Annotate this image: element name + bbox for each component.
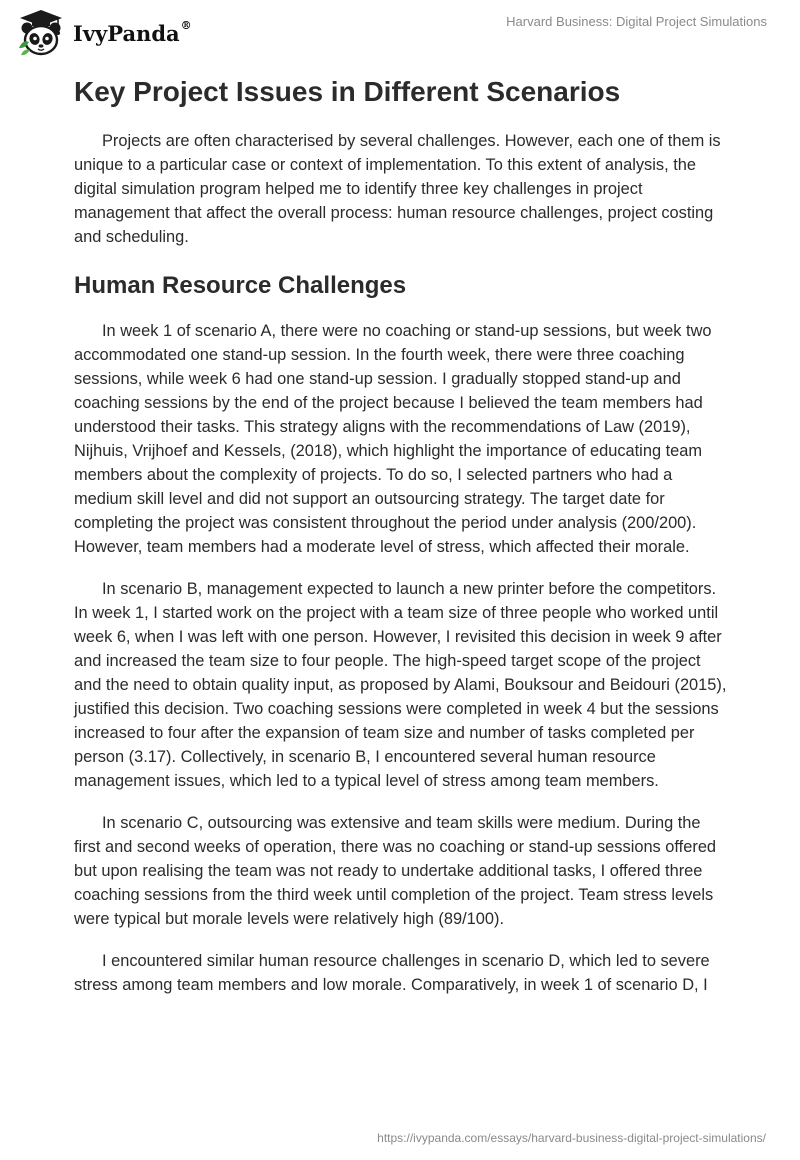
section-heading: Human Resource Challenges <box>74 272 407 299</box>
registered-mark: ® <box>180 18 192 32</box>
paragraph-scenario-d: I encountered similar human resource challenges in scenario D, which led to severe stress among team members and low morale. Comparatively, in week 1 of scenario D, I <box>74 952 710 994</box>
brand-name-text: IvyPanda <box>73 20 180 46</box>
ivypanda-logo[interactable] <box>16 8 192 58</box>
source-url-link[interactable]: https://ivypanda.com/essays/harvard-business-digital-project-simulations/ <box>377 1131 766 1145</box>
intro-paragraph: Projects are often characterised by several challenges. However, each one of them is unique to a particular case or context of implementation. To this extent of analysis, the digital simulation program helped me to identify three key challenges in project management that affect the overall process: human resource challenges, project costing and scheduling. <box>74 132 721 246</box>
paragraph-scenario-b: In scenario B, management expected to launch a new printer before the competitors. In week 1, I started work on the project with a team size of three people who worked until week 6, when I was left with one person. However, I revisited this decision in week 9 after and increased the team size to four people. The high-speed target scope of the project and the need to obtain quality input, as proposed by Alami, Bouksour and Beidouri (2015), justified this decision. Two coaching sessions were completed in week 4 but the sessions increased to four after the expansion of team size and number of tasks completed per person (3.17). Collectively, in scenario B, I encountered several human resource management issues, which led to a typical level of stress among team members. <box>74 580 727 790</box>
page-title: Key Project Issues in Different Scenarios <box>74 76 621 107</box>
article-body <box>74 70 728 997</box>
panda-graduate-icon <box>16 8 66 58</box>
brand-name <box>73 18 192 46</box>
page-header <box>0 0 800 64</box>
source-title: Harvard Business: Digital Project Simulations <box>506 14 767 29</box>
paragraph-scenario-c: In scenario C, outsourcing was extensive and team skills were medium. During the first and second weeks of operation, there was no coaching or stand-up sessions offered but upon realising the team was not ready to undertake additional tasks, I offered three coaching sessions from the third week until completion of the project. Team stress levels were typical but morale levels were relatively high (89/100). <box>74 814 717 928</box>
paragraph-scenario-a: In week 1 of scenario A, there were no coaching or stand-up sessions, but week two accommodated one stand-up session. In the fourth week, there were three coaching sessions, while week 6 had one stand-up session. I gradually stopped stand-up and coaching sessions by the end of the project because I believed the team members had understood their tasks. This strategy aligns with the recommendations of Law (2019), Nijhuis, Vrijhoef and Kessels, (2018), which highlight the importance of educating team members about the complexity of projects. To do so, I selected partners who had a medium skill level and did not support an outsourcing strategy. The target date for completing the project was consistent throughout the period under analysis (200/200). However, team members had a moderate level of stress, which affected their morale. <box>74 322 712 556</box>
